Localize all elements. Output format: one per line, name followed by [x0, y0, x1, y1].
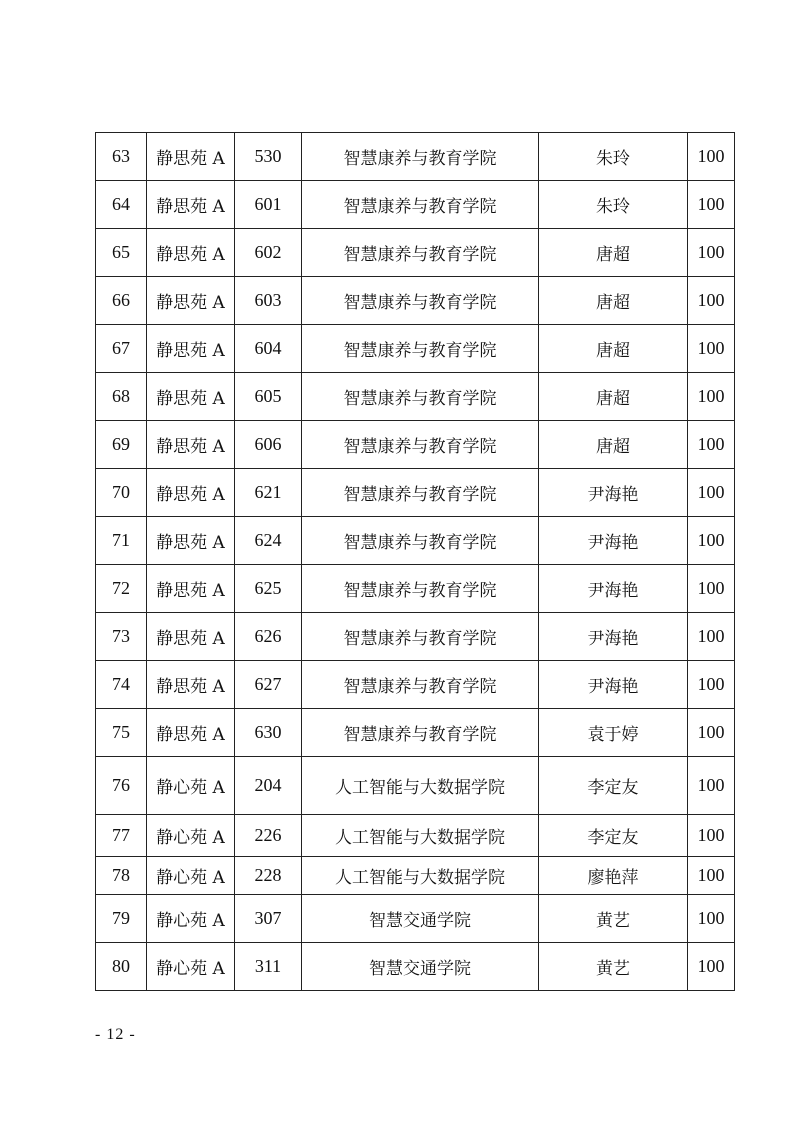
cell-room: 307	[235, 895, 302, 943]
cell-person: 黄艺	[539, 943, 688, 991]
cell-building: 静思苑 A	[147, 229, 235, 277]
cell-number: 69	[96, 421, 147, 469]
cell-room: 311	[235, 943, 302, 991]
cell-building: 静思苑 A	[147, 613, 235, 661]
cell-score: 100	[688, 661, 735, 709]
cell-college: 智慧康养与教育学院	[302, 133, 539, 181]
cell-building: 静心苑 A	[147, 943, 235, 991]
cell-score: 100	[688, 325, 735, 373]
cell-college: 智慧康养与教育学院	[302, 565, 539, 613]
cell-score: 100	[688, 815, 735, 857]
cell-building: 静心苑 A	[147, 815, 235, 857]
cell-college: 人工智能与大数据学院	[302, 757, 539, 815]
cell-number: 75	[96, 709, 147, 757]
table-row	[96, 277, 735, 325]
cell-number: 78	[96, 857, 147, 895]
table-row	[96, 709, 735, 757]
cell-person: 尹海艳	[539, 565, 688, 613]
table-row	[96, 815, 735, 857]
cell-person: 唐超	[539, 421, 688, 469]
cell-score: 100	[688, 229, 735, 277]
cell-number: 65	[96, 229, 147, 277]
cell-number: 68	[96, 373, 147, 421]
cell-building: 静思苑 A	[147, 565, 235, 613]
table-row	[96, 229, 735, 277]
cell-score: 100	[688, 613, 735, 661]
cell-number: 73	[96, 613, 147, 661]
cell-score: 100	[688, 133, 735, 181]
cell-college: 智慧康养与教育学院	[302, 181, 539, 229]
cell-college: 智慧康养与教育学院	[302, 709, 539, 757]
table-row	[96, 181, 735, 229]
cell-score: 100	[688, 373, 735, 421]
cell-person: 唐超	[539, 229, 688, 277]
cell-person: 李定友	[539, 757, 688, 815]
cell-college: 智慧交通学院	[302, 895, 539, 943]
cell-score: 100	[688, 857, 735, 895]
cell-number: 74	[96, 661, 147, 709]
cell-person: 尹海艳	[539, 469, 688, 517]
cell-number: 77	[96, 815, 147, 857]
cell-number: 79	[96, 895, 147, 943]
cell-building: 静心苑 A	[147, 895, 235, 943]
table-row	[96, 661, 735, 709]
cell-person: 尹海艳	[539, 661, 688, 709]
cell-room: 627	[235, 661, 302, 709]
cell-number: 66	[96, 277, 147, 325]
cell-room: 602	[235, 229, 302, 277]
cell-building: 静心苑 A	[147, 857, 235, 895]
cell-college: 智慧康养与教育学院	[302, 661, 539, 709]
cell-building: 静思苑 A	[147, 325, 235, 373]
cell-college: 智慧康养与教育学院	[302, 277, 539, 325]
table-row	[96, 943, 735, 991]
cell-room: 630	[235, 709, 302, 757]
cell-room: 601	[235, 181, 302, 229]
cell-room: 605	[235, 373, 302, 421]
cell-person: 李定友	[539, 815, 688, 857]
cell-building: 静思苑 A	[147, 709, 235, 757]
cell-college: 智慧康养与教育学院	[302, 517, 539, 565]
cell-person: 尹海艳	[539, 613, 688, 661]
table-row	[96, 325, 735, 373]
cell-score: 100	[688, 757, 735, 815]
cell-room: 603	[235, 277, 302, 325]
cell-person: 朱玲	[539, 181, 688, 229]
cell-score: 100	[688, 895, 735, 943]
cell-number: 71	[96, 517, 147, 565]
cell-building: 静思苑 A	[147, 373, 235, 421]
table-body	[96, 133, 735, 991]
cell-room: 228	[235, 857, 302, 895]
cell-person: 朱玲	[539, 133, 688, 181]
cell-college: 智慧康养与教育学院	[302, 421, 539, 469]
cell-person: 尹海艳	[539, 517, 688, 565]
cell-room: 204	[235, 757, 302, 815]
cell-college: 人工智能与大数据学院	[302, 815, 539, 857]
cell-college: 智慧交通学院	[302, 943, 539, 991]
cell-person: 黄艺	[539, 895, 688, 943]
cell-college: 智慧康养与教育学院	[302, 373, 539, 421]
table-row	[96, 757, 735, 815]
cell-room: 226	[235, 815, 302, 857]
cell-number: 64	[96, 181, 147, 229]
dormitory-score-table	[95, 132, 735, 991]
cell-college: 智慧康养与教育学院	[302, 613, 539, 661]
cell-person: 唐超	[539, 325, 688, 373]
cell-room: 626	[235, 613, 302, 661]
cell-score: 100	[688, 277, 735, 325]
cell-score: 100	[688, 565, 735, 613]
cell-number: 80	[96, 943, 147, 991]
table-row	[96, 857, 735, 895]
cell-building: 静思苑 A	[147, 469, 235, 517]
page-number: - 12 -	[95, 1026, 136, 1043]
cell-room: 530	[235, 133, 302, 181]
cell-building: 静思苑 A	[147, 661, 235, 709]
table-row	[96, 517, 735, 565]
table-row	[96, 421, 735, 469]
cell-room: 625	[235, 565, 302, 613]
cell-score: 100	[688, 943, 735, 991]
cell-building: 静心苑 A	[147, 757, 235, 815]
cell-building: 静思苑 A	[147, 181, 235, 229]
cell-room: 604	[235, 325, 302, 373]
cell-number: 72	[96, 565, 147, 613]
cell-person: 唐超	[539, 277, 688, 325]
cell-room: 624	[235, 517, 302, 565]
cell-room: 621	[235, 469, 302, 517]
table-row	[96, 895, 735, 943]
cell-college: 人工智能与大数据学院	[302, 857, 539, 895]
cell-building: 静思苑 A	[147, 277, 235, 325]
cell-score: 100	[688, 469, 735, 517]
table-row	[96, 373, 735, 421]
cell-number: 63	[96, 133, 147, 181]
cell-score: 100	[688, 517, 735, 565]
cell-college: 智慧康养与教育学院	[302, 229, 539, 277]
table-row	[96, 565, 735, 613]
cell-number: 70	[96, 469, 147, 517]
cell-building: 静思苑 A	[147, 133, 235, 181]
cell-building: 静思苑 A	[147, 517, 235, 565]
table-row	[96, 133, 735, 181]
cell-person: 唐超	[539, 373, 688, 421]
cell-score: 100	[688, 181, 735, 229]
table-row	[96, 613, 735, 661]
cell-score: 100	[688, 709, 735, 757]
cell-room: 606	[235, 421, 302, 469]
cell-person: 廖艳萍	[539, 857, 688, 895]
cell-number: 76	[96, 757, 147, 815]
cell-building: 静思苑 A	[147, 421, 235, 469]
cell-college: 智慧康养与教育学院	[302, 325, 539, 373]
cell-number: 67	[96, 325, 147, 373]
table-row	[96, 469, 735, 517]
cell-person: 袁于婷	[539, 709, 688, 757]
cell-college: 智慧康养与教育学院	[302, 469, 539, 517]
cell-score: 100	[688, 421, 735, 469]
